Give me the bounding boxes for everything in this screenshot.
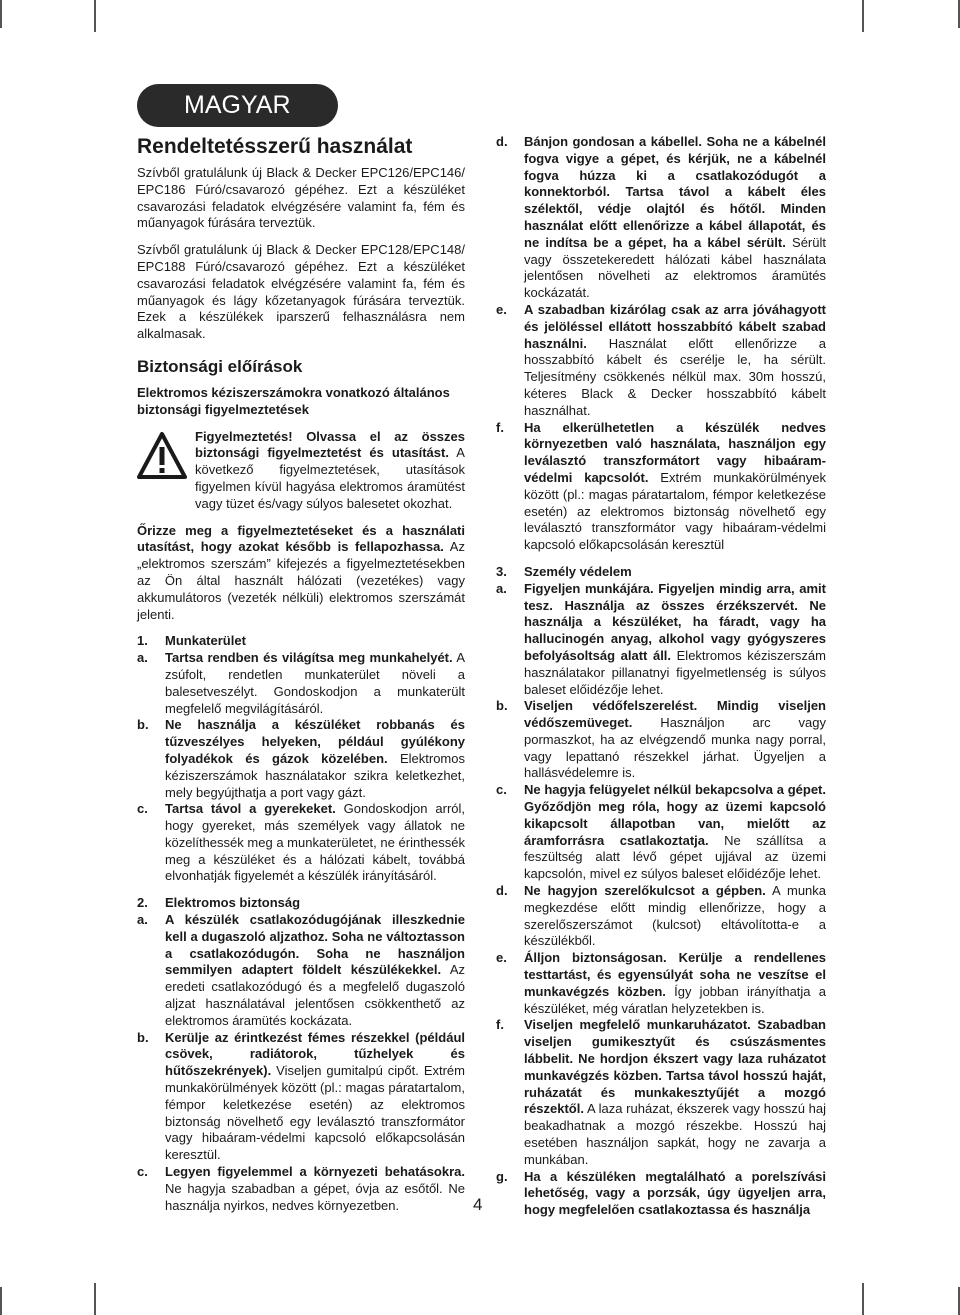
keep-paragraph <box>137 523 465 624</box>
list-item: d. Bánjon gondosan a kábellel. Soha ne a kábelnél fogva vigye a gépet, és kérjük, ne a kábelnél fogva húzza ki a csatlakozódugót a konnektorból. Tartsa távol a kábelt éles szélektől, védje olajtól és hőtől. Minden használat előtt ellenőrizze a kábel állapotát, és ne indítsa be a gépet, ha a kábel sérült. Sérült vagy összetekeredett hálózati kábel használata jelentősen növelheti az elektromos áramütés kockázatát. <box>496 134 826 301</box>
section-heading: 1. Munkaterület <box>137 633 246 649</box>
section-title: Rendeltetésszerű használat <box>137 135 413 158</box>
list-item: d. Ne hagyjon szerelőkulcsot a gépben. A munka megkezdése előtt mindig ellenőrizze, hogy a szerelőszerszámot (kulcsot) eltávolította-e a készülékből. <box>496 883 827 949</box>
list-item: c. Ne hagyja felügyelet nélkül bekapcsolva a gépet. Győződjön meg róla, hogy az üzemi kapcsoló kikapcsolt állapotban van, mielőtt az áramforrásra csatlakoztatja. Ne szállítsa a feszültség alatt lévő gépet ujjával az üzemi kapcsolón, mivel ez súlyos baleset előidézője lehet. <box>496 782 826 882</box>
list-item: f. Ha elkerülhetetlen a készülék nedves környezetben való használata, használjon egy leválasztó transzformátort vagy hibaáram-védelmi kapcsolót. Extrém munkakörülmények között (pl.: magas páratartalom, fémpor keletkezése esetén) az elektromos biztonság növelhető egy leválasztó transzformátor vagy hibaáram-védelmi kapcsoló előkapcsolásán keresztül <box>496 419 826 553</box>
section-heading: 3. Személy védelem <box>496 563 632 579</box>
safety-subheading: Elektromos kéziszerszámokra vonatkozó általános biztonsági figyelmeztetések <box>137 384 450 417</box>
list-item: a. Figyeljen munkájára. Figyeljen mindig arra, amit tesz. Használja az összes érzékszervét. Ne használja a készüléket, ha fáradt, vagy ha hallucinogén anyag, alkohol vagy gyógyszeres befolyásoltság alatt áll. Elektromos kéziszerszám használatakor pillanatnyi figyelmetlenség is súlyos baleset előidézője lehet. <box>496 580 826 697</box>
crop-mark <box>0 0 2 28</box>
list-item: e. A szabadban kizárólag csak az arra jóváhagyott és jelöléssel ellátott hosszabbító kábelt szabad használni. Használat előtt ellenőrizze a hosszabbító kábelt és cserélje le, ha sérült. Teljesítmény csökkenés nélkül max. 30m hosszú, kéteres Black & Decker hosszabbító kábelt használhat. <box>496 301 826 418</box>
right-column <box>496 134 826 1219</box>
intro-paragraph: Szívből gratulálunk új Black & Decker EPC128/EPC148/ EPC188 Fúró/csavarozó gépéhez. Ezt a készüléket csavarozási feladatok elvégzésére valamint fa, fém és műanyagok és lágy kőzetanyagok fúrására terveztük. Ezek a készülékek iparszerű felhasználásra nem alkalmasak. <box>137 242 465 342</box>
warning-block <box>137 429 465 513</box>
section-heading: 2. Elektromos biztonság <box>137 895 301 911</box>
list-item: f. Viseljen megfelelő munkaruházatot. Szabadban viseljen gumikesztyűt és csúszásmentes lábbelit. Ne hordjon ékszert vagy laza ruházatot munkavégzés közben. Tartsa távol hosszú haját, ruházatát és munkakesztyűjét a mozgó részektől. A laza ruházat, ékszerek vagy hosszú haj beakadhatnak a mozgó részekbe. Hosszú haj esetében használjon sapkát, hogy ne zavarja a munkában. <box>496 1017 826 1167</box>
list-item: a. Tartsa rendben és világítsa meg munkahelyét. A zsúfolt, rendetlen munkaterület növeli a balesetveszélyt. Gondoskodjon a munkaterült megfelelő megvilágításáról. <box>137 650 465 716</box>
list-item: g. Ha a készüléken megtalálható a porelszívási lehetőség, vagy a porzsák, úgy ügyeljen arra, hogy megfelelően csatlakoztassa és használja <box>496 1168 826 1218</box>
intro-paragraph: Szívből gratulálunk új Black & Decker EPC126/EPC146/ EPC186 Fúró/csavarozó gépéhez. Ezt a készüléket csavarozási feladatok elvégzésére valamint fa, fém és műanyagok fúrására terveztük. <box>137 165 465 231</box>
crop-mark <box>94 1283 96 1315</box>
warning-rest: A következő figyelmeztetések, utasítások figyelmen kívül hagyása elektromos áramütést vagy tüzet és/vagy súlyos balesetet okozhat. <box>195 445 465 511</box>
list-item: b. Ne használja a készüléket robbanás és tűzveszélyes helyeken, például gyúlékony folyadékok és gázok közelében. Elektromos kéziszerszámok használatakor szikra keletkezhet, mely begyújthatja a port vagy gázt. <box>137 717 465 800</box>
list-item: b. Kerülje az érintkezést fémes részekkel (például csövek, radiátorok, tűzhelyek és hűtőszekrények). Viseljen gumitalpú cipőt. Extrém munkakörülmények között (pl.: magas páratartalom, fémpor keletkezése esetén) az elektromos biztonság növelhető egy leválasztó transzformátor vagy hibaáram-védelmi kapcsoló előkapcsolásán keresztül. <box>137 1029 465 1163</box>
list-item: a. A készülék csatlakozódugójának illeszkednie kell a dugaszoló aljzathoz. Soha ne változtasson a csatlakozódugón. Soha ne használjon semmilyen adaptert földelt készülékekkel. Az eredeti csatlakozódugó és a megfelelő dugaszoló aljzat használatával jelentősen csökkenthető az elektromos áramütés kockázata. <box>137 912 465 1028</box>
keep-bold: Őrizze meg a figyelmeztetéseket és a használati utasítást, hogy azokat később is fellapozhassa. <box>137 522 465 555</box>
crop-mark <box>0 1287 2 1315</box>
warning-text <box>195 429 465 513</box>
left-column <box>137 135 465 1214</box>
language-tab: MAGYAR <box>137 84 338 127</box>
warning-triangle-icon <box>137 431 187 481</box>
list-item: c. Tartsa távol a gyerekeket. Gondoskodjon arról, hogy gyereket, más személyek vagy állatok ne közelíthessék meg a munkaterületet, ne érinthessék meg a készüléket és a hálózati kábelt, továbbá elvonhatják figyelemét a készülék irányításáról. <box>137 801 465 884</box>
crop-mark <box>862 0 864 32</box>
page-number: 4 <box>473 1195 483 1214</box>
warning-bold: Figyelmeztetés! Olvassa el az összes biztonsági figyelmeztetést és utasítást. <box>195 428 465 461</box>
list-item: e. Álljon biztonságosan. Kerülje a rendellenes testtartást, és egyensúlyát soha ne veszítse el munkavégzés közben. Így jobban irányíthatja a készüléket, még váratlan helyzetekben is. <box>496 950 826 1016</box>
safety-heading: Biztonsági előírások <box>137 356 303 376</box>
list-item: c. Legyen figyelemmel a környezeti behatásokra. Ne hagyja szabadban a gépet, óvja az esőtől. Ne használja nyirkos, nedves környezetben. <box>137 1164 465 1213</box>
crop-mark <box>862 1283 864 1315</box>
list-item: b. Viseljen védőfelszerelést. Mindig viseljen védőszemüveget. Használjon arc vagy pormaszkot, ha az elvégzendő munka nagy porral, vagy lepattanó részekkel járhat. Ügyeljen a hallásvédelemre is. <box>496 698 826 781</box>
crop-mark <box>94 0 96 32</box>
keep-rest: Az „elektromos szerszám” kifejezés a figyelmeztetésekben az Ön által használt hálózati (vezetékes) vagy akkumulátoros (vezeték nélküli) elektromos szerszámát jelenti. <box>137 539 465 622</box>
